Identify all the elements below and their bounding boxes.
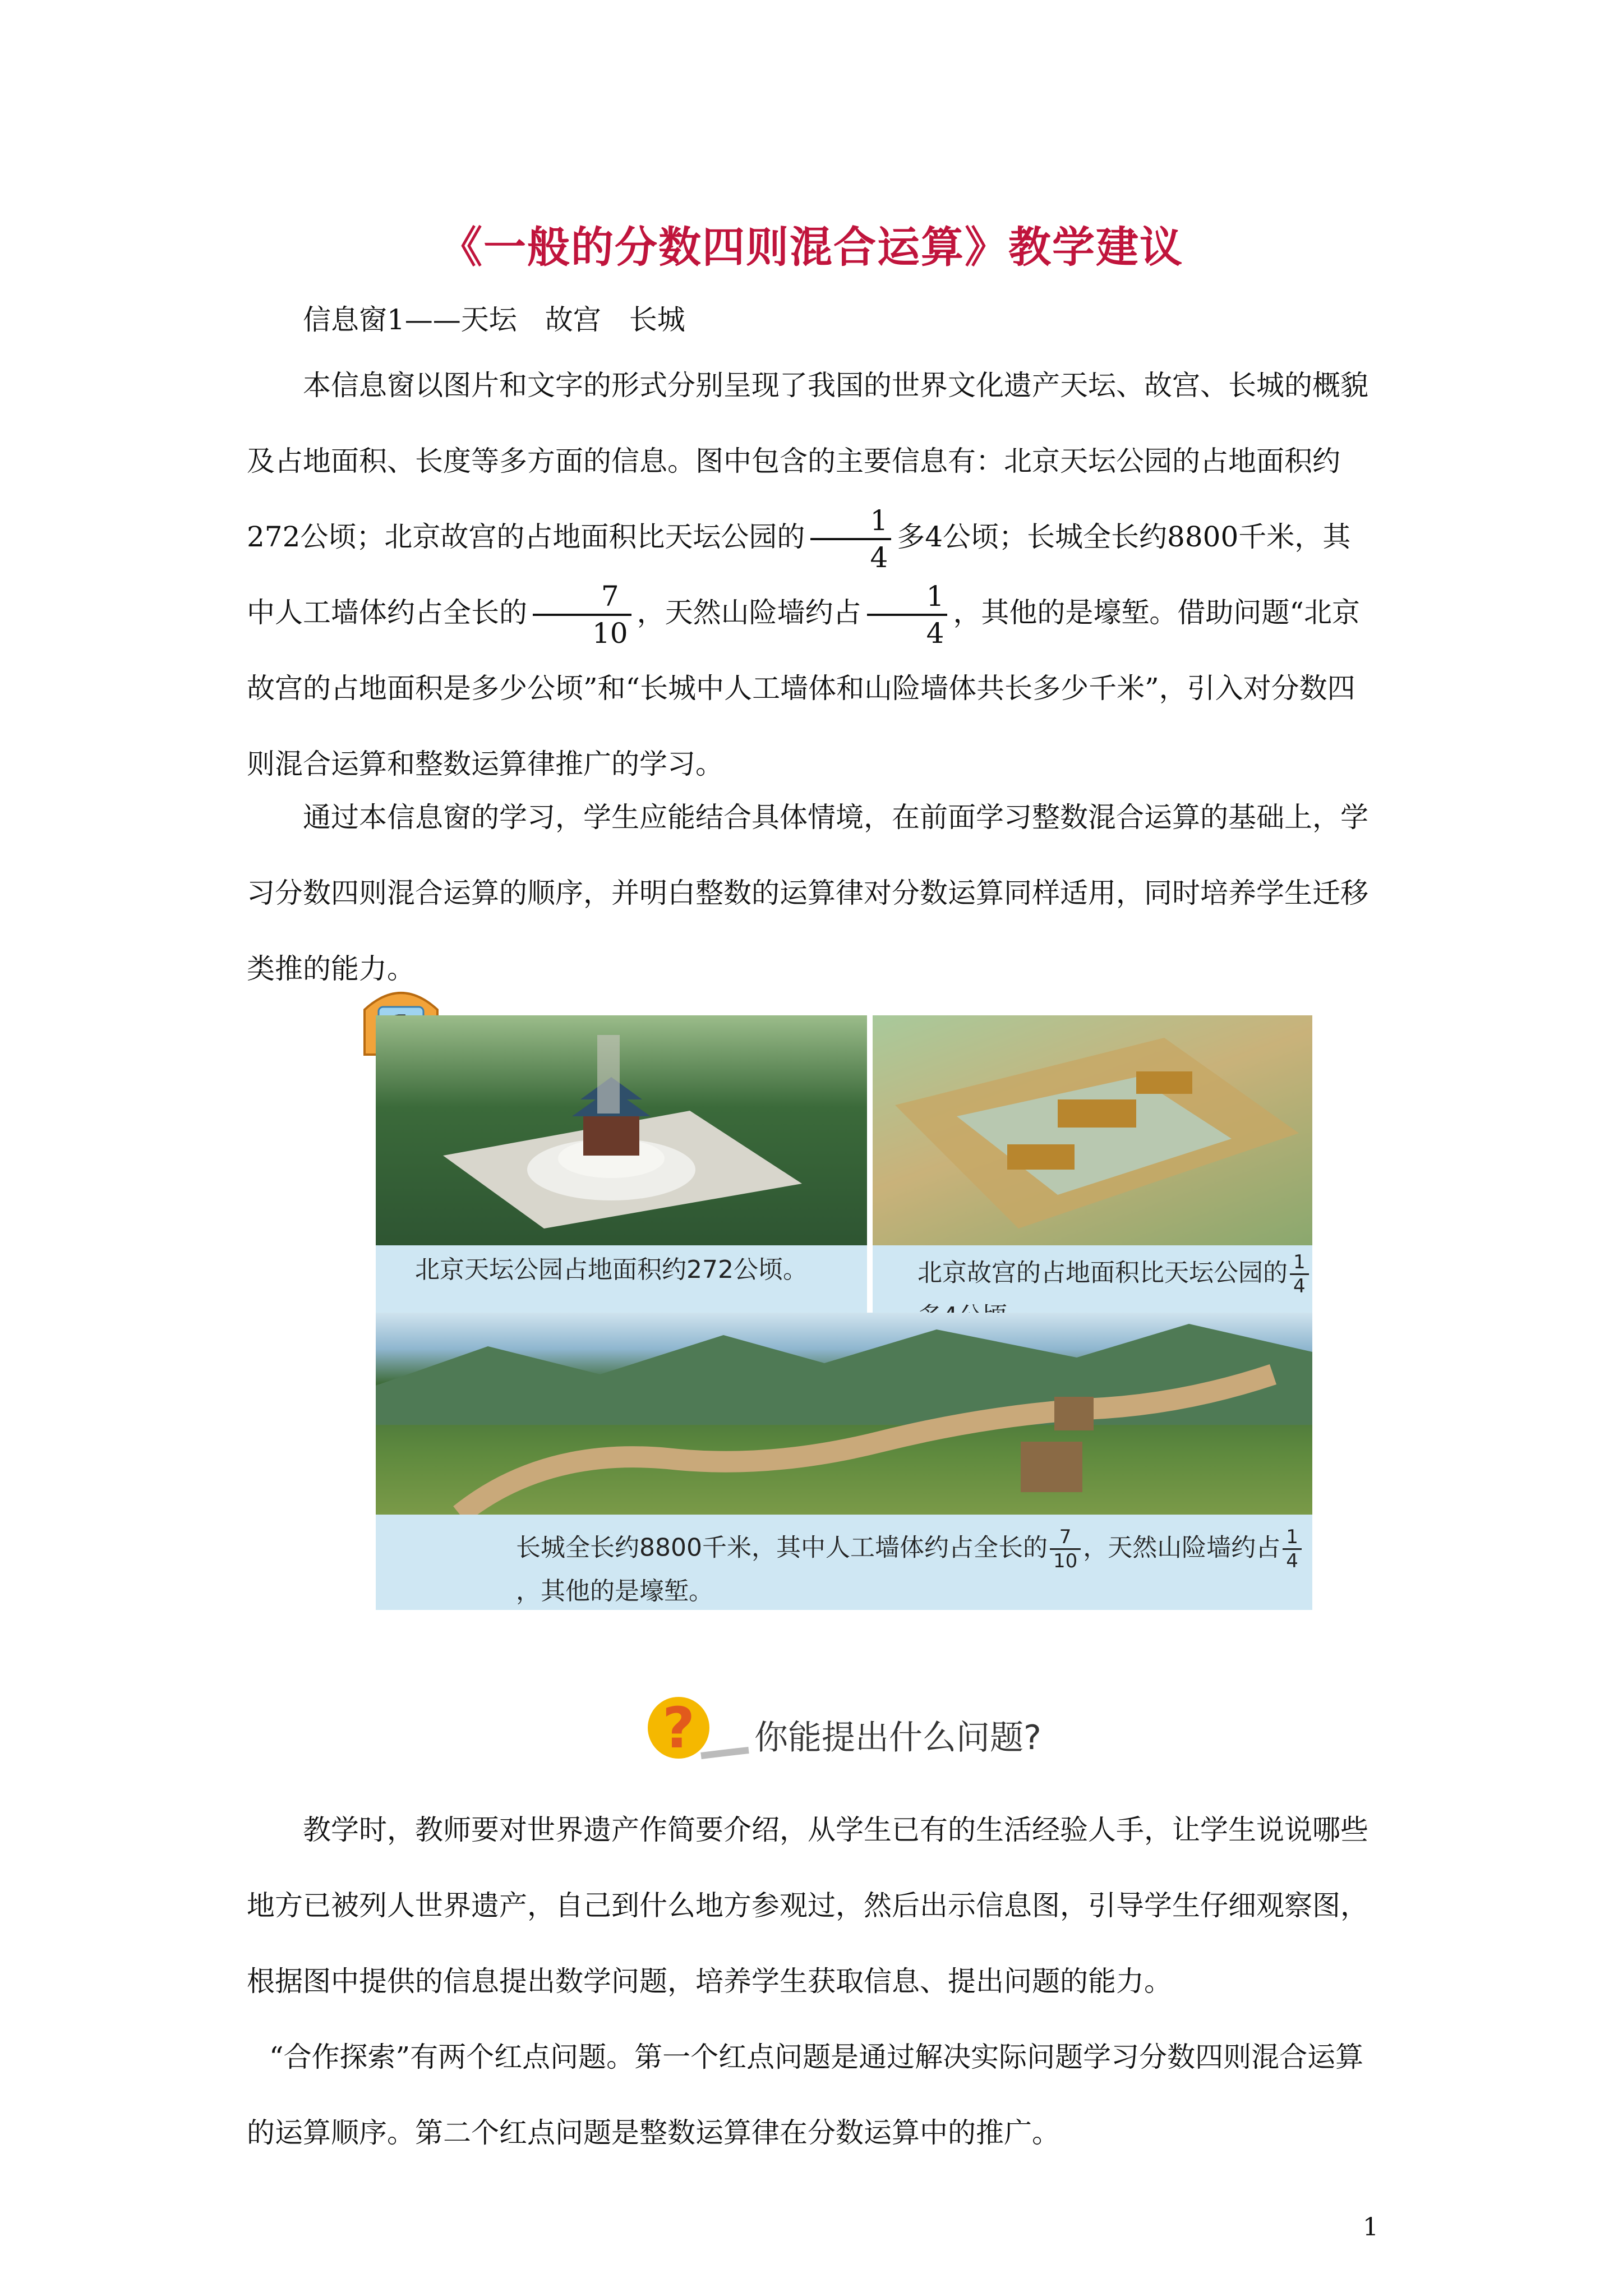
- caption-great-wall: 长城全长约8800千米，其中人工墙体约占全长的 $\frac{7}{10}$ ，天然山险墙约占 $\frac{1}{4}$ ，其他的是壕堑。: [376, 1515, 1312, 1610]
- fraction: $\frac{7}{10}$: [533, 579, 631, 651]
- section-subtitle: 信息窗1——天坛 故宫 长城: [303, 303, 685, 336]
- fraction: $\frac{7}{10}$: [1050, 1526, 1081, 1572]
- caption-palace: 北京故宫的占地面积比天坛公园的 $\frac{1}{4}$: [873, 1245, 1312, 1313]
- paragraph-goal: 通过本信息窗的学习，学生应能结合具体情境，在前面学习整数混合运算的基础上，学习分数四则混合运算的顺序，并明白整数的运算律对分数运算同样适用，同时培养学生迁移类推的能力。: [247, 801, 1368, 985]
- svg-text:?: ?: [662, 1695, 695, 1761]
- caption-temple: 北京天坛公园占地面积约272公顷。: [376, 1245, 867, 1313]
- info-window-figure: [376, 982, 1312, 1649]
- great-wall-photo: [376, 1313, 1312, 1515]
- question-mark-icon: [639, 1694, 751, 1773]
- paragraph-intro: [247, 348, 1368, 802]
- question-prompt: [639, 1694, 1144, 1773]
- temple-of-heaven-photo: [376, 1015, 867, 1245]
- paragraph-text: 多4公顷；长城全长约8800千米，其中人工墙体约占全长的: [247, 521, 1351, 629]
- paragraph-text: 本信息窗以图片和文字的形式分别呈现了我国的世界文化遗产天坛、故宫、长城的概貌及占地面积、长度等多方面的信息。图中包含的主要信息有：北京天坛公园的占地面积约272公顷；北京故宫的占地面积比天坛公园的: [247, 369, 1368, 553]
- forbidden-city-photo: [873, 1015, 1312, 1245]
- paragraph-text: ，天然山险墙约占: [637, 596, 861, 629]
- page-title: 《一般的分数四则混合运算》教学建议: [440, 222, 1183, 272]
- paragraph-teaching: 教学时，教师要对世界遗产作简要介绍，从学生已有的生活经验人手，让学生说说哪些地方已被列人世界遗产，自己到什么地方参观过，然后出示信息图，引导学生仔细观察图，根据图中提供的信息提出数学问题，培养学生获取信息、提出问题的能力。: [247, 1814, 1368, 1998]
- fraction: $\frac{1}{4}$: [1290, 1251, 1309, 1297]
- fraction: $\frac{1}{4}$: [867, 579, 948, 651]
- paragraph-cooperation: “合作探索”有两个红点问题。第一个红点问题是通过解决实际问题学习分数四则混合运算的运算顺序。第二个红点问题是整数运算律在分数运算中的推广。: [247, 2041, 1364, 2149]
- fraction: $\frac{1}{4}$: [810, 503, 891, 575]
- page-number: 1: [1363, 2213, 1378, 2242]
- paragraph-text: ，其他的是壕堑。借助问题“北京故宫的占地面积是多少公顷”和“长城中人工墙体和山险墙体共长多少千米”，引入对分数四则混合运算和整数运算律推广的学习。: [247, 596, 1360, 780]
- question-text: 你能提出什么问题?: [754, 1718, 1041, 1757]
- fraction: $\frac{1}{4}$: [1283, 1526, 1302, 1572]
